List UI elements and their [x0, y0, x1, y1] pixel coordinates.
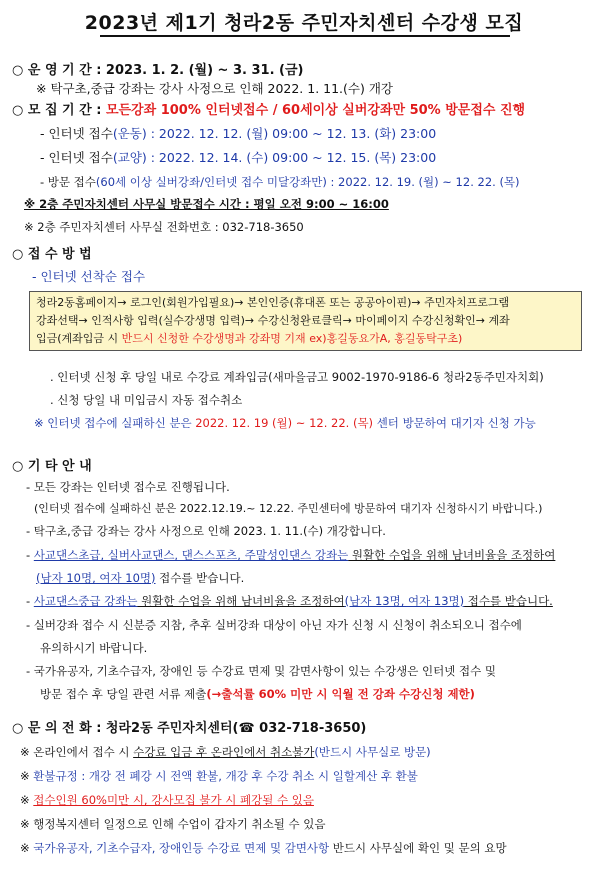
item-value: : 2022. 12. 14. (수) 09:00 ~ 12. 15. (목) 23:00	[146, 150, 437, 165]
etc-line-4: - 사교댄스초급, 실버사교댄스, 댄스스포츠, 주말성인댄스 강좌는 원활한 수업을 위해 남녀비율을 조정하여	[26, 548, 556, 562]
method-heading: ○ 접 수 방 법	[12, 247, 92, 262]
visit-hours: ※ 2층 주민자치센터 사무실 방문접수 시간 : 평일 오전 9:00 ~ 16:00	[24, 197, 389, 211]
payment-note: . 인터넷 신청 후 당일 내로 수강료 계좌입금(새마을금고 9002-1970-9186-6 청라2동주민자치회)	[50, 370, 544, 384]
steps-line-3: 입금(계좌입금 시 반드시 신청한 수강생명과 강좌명 기재 ex)홍길동요가A, 홍길동탁구초)	[36, 332, 463, 345]
auto-cancel-note: . 신청 당일 내 미입금시 자동 접수취소	[50, 393, 243, 407]
etc-line-5: (남자 10명, 여자 10명) 접수를 받습니다.	[36, 571, 245, 585]
item-tag: (교양)	[112, 150, 147, 165]
etc-heading: ○ 기 타 안 내	[12, 459, 92, 474]
item-tag: (60세 이상 실버강좌/인터넷 접수 미달강좌만)	[95, 175, 327, 189]
office-phone: ※ 2층 주민자치센터 사무실 전화번호 : 032-718-3650	[24, 220, 304, 234]
title-underline	[100, 35, 510, 37]
item-prefix: - 인터넷 접수	[40, 150, 113, 165]
steps-line-2: 강좌선택→ 인적사항 입력(실수강생명 입력)→ 수강신청완료클릭→ 마이페이지 수강신청확인→ 계좌	[36, 314, 510, 327]
etc-line-3: - 탁구초,중급 강좌는 강사 사정으로 인해 2023. 1. 11.(수) 개강합니다.	[26, 524, 386, 538]
item-prefix: - 인터넷 접수	[40, 126, 113, 141]
etc-line-7: - 실버강좌 접수 시 신분증 지참, 추후 실버강좌 대상이 아닌 자가 신청 시 신청이 취소되오니 접수에	[26, 618, 522, 632]
recruit-item-online-sports	[40, 125, 436, 143]
etc-line-2: (인터넷 접수에 실패하신 분은 2022.12.19.~ 12.22. 주민센터에 방문하여 대기자 신청하시기 바랍니다.)	[34, 502, 543, 515]
contact-note-4: ※ 행정복지센터 일정으로 인해 수업이 갑자기 취소될 수 있음	[20, 817, 326, 831]
etc-line-1: - 모든 강좌는 인터넷 접수로 진행됩니다.	[26, 480, 230, 494]
recruit-item-online-culture	[40, 149, 436, 167]
item-value: : 2022. 12. 12. (월) 09:00 ~ 12. 13. (화) 23:00	[146, 126, 437, 141]
contact-note-2: ※ 환불규정 : 개강 전 폐강 시 전액 환불, 개강 후 수강 취소 시 일할계산 후 환불	[20, 769, 418, 783]
steps-line-1: 청라2동홈페이지→ 로그인(회원가입필요)→ 본인인증(휴대폰 또는 공공아이핀)→ 주민자치프로그램	[36, 296, 510, 309]
etc-line-6: - 사교댄스중급 강좌는 원활한 수업을 위해 남녀비율을 조정하여(남자 13명, 여자 13명) 접수를 받습니다.	[26, 594, 553, 608]
page-title: 2023년 제1기 청라2동 주민자치센터 수강생 모집	[84, 12, 524, 34]
etc-line-9: - 국가유공자, 기초수급자, 장애인 등 수강료 면제 및 감면사항이 있는 수강생은 인터넷 접수 및	[26, 664, 497, 678]
recruit-heading	[12, 102, 525, 120]
item-tag: (운동)	[112, 126, 147, 141]
item-prefix: - 방문 접수	[40, 175, 96, 189]
etc-line-10: 방문 접수 후 당일 관련 서류 제출(→출석률 60% 미만 시 익월 전 강좌 수강신청 제한)	[40, 687, 475, 701]
fail-note: ※ 인터넷 접수에 실패하신 분은 2022. 12. 19 (월) ~ 12. 22. (목) 센터 방문하여 대기자 신청 가능	[34, 416, 536, 430]
recruit-label: ○ 모 집 기 간 :	[12, 103, 102, 118]
recruit-item-visit	[40, 173, 520, 191]
etc-line-8: 유의하시기 바랍니다.	[40, 641, 148, 655]
method-sub: - 인터넷 선착순 접수	[32, 269, 146, 284]
signup-steps-box	[29, 291, 582, 351]
recruit-highlight: 모든강좌 100% 인터넷접수 / 60세이상 실버강좌만 50% 방문접수 진행	[105, 103, 526, 118]
contact-note-3: ※ 접수인원 60%미만 시, 강사모집 불가 시 폐강될 수 있음	[20, 793, 314, 807]
period-note: ※ 탁구초,중급 강좌는 강사 사정으로 인해 2022. 1. 11.(수) 개강	[36, 81, 393, 96]
contact-note-5: ※ 국가유공자, 기초수급자, 장애인등 수강료 면제 및 감면사항 반드시 사무실에 확인 및 문의 요망	[20, 841, 507, 855]
contact-heading: ○ 문 의 전 화 : 청라2동 주민자치센터(☎ 032-718-3650)	[12, 721, 367, 736]
item-value: : 2022. 12. 19. (월) ~ 12. 22. (목)	[326, 175, 520, 189]
contact-note-1: ※ 온라인에서 접수 시 수강료 입금 후 온라인에서 취소불가(반드시 사무실로 방문)	[20, 745, 431, 759]
period-heading: ○ 운 영 기 간 : 2023. 1. 2. (월) ~ 3. 31. (금)	[12, 63, 304, 78]
